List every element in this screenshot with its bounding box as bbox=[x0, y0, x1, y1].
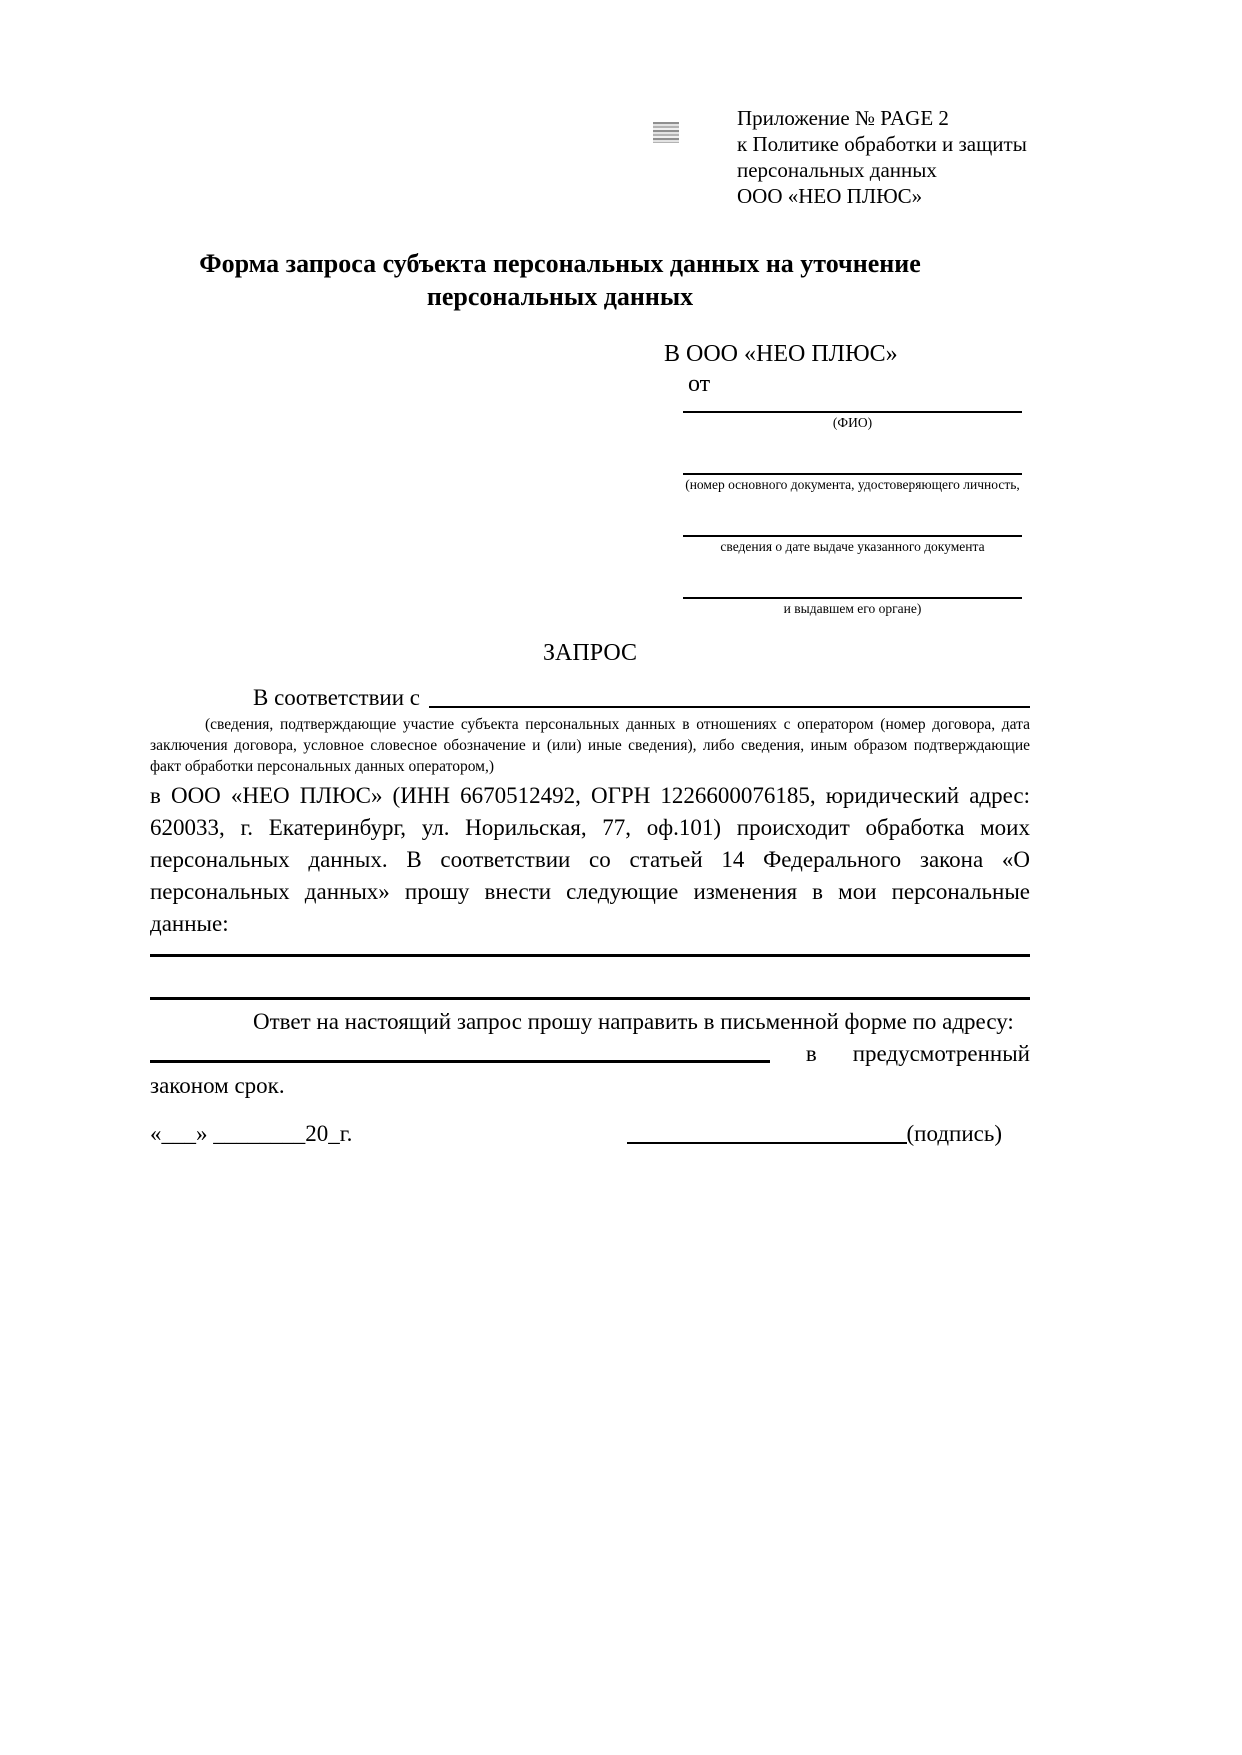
changes-field-line-2[interactable] bbox=[150, 997, 1030, 1000]
basis-prefix: В соответствии с bbox=[253, 685, 421, 710]
document-number-caption: (номер основного документа, удостоверяющего личность, bbox=[685, 477, 1020, 492]
issue-date-caption: сведения о дате выдаче указанного документа bbox=[720, 539, 985, 554]
reply-tail: законом срок. bbox=[150, 1073, 285, 1098]
signature-caption: (подпись) bbox=[906, 1121, 1002, 1146]
reply-word-2: предусмотренный bbox=[852, 1041, 1030, 1066]
request-heading: ЗАПРОС bbox=[543, 640, 637, 666]
appendix-number-line: Приложение № PAGE 2 bbox=[737, 106, 949, 130]
policy-reference-line-2: персональных данных bbox=[737, 158, 937, 182]
fio-field-line[interactable] bbox=[683, 399, 1022, 413]
document-title-line-2: персональных данных bbox=[426, 282, 694, 311]
appendix-header-block bbox=[737, 105, 1027, 209]
from-label: от bbox=[688, 371, 711, 397]
document-number-field bbox=[683, 433, 1022, 495]
issuing-authority-field-line[interactable] bbox=[683, 557, 1022, 599]
date-field[interactable]: «___» ________20_г. bbox=[150, 1121, 353, 1146]
issue-date-field bbox=[683, 495, 1022, 557]
basis-field-line[interactable] bbox=[429, 682, 1030, 708]
issue-date-field-line[interactable] bbox=[683, 495, 1022, 537]
date-signature-row bbox=[150, 1118, 1030, 1150]
page-header bbox=[150, 105, 1030, 209]
policy-reference-line-1: к Политике обработки и защиты bbox=[737, 132, 1027, 156]
signature-field-line[interactable] bbox=[627, 1142, 907, 1144]
reply-sentence: Ответ на настоящий запрос прошу направить в письменной форме по адресу: bbox=[253, 1009, 1014, 1034]
signature-area bbox=[627, 1118, 1030, 1150]
document-title-line-1: Форма запроса субъекта персональных данных на уточнение bbox=[199, 249, 921, 278]
fio-caption: (ФИО) bbox=[832, 415, 873, 430]
address-field-line[interactable] bbox=[150, 1060, 770, 1063]
addressee-block bbox=[664, 339, 1030, 619]
issuing-authority-caption: и выдавшем его органе) bbox=[783, 601, 922, 616]
request-body-paragraph: в ООО «НЕО ПЛЮС» (ИНН 6670512492, ОГРН 1226600076185, юридический адрес: 620033, г. Екатеринбург, ул. Норильская, 77, оф.101) происходит обработка моих персональных данных. В соответствии со статьей 14 Федерального закона «О персональных данных» прошу внести следующие изменения в мои персональные данные: bbox=[150, 783, 1030, 936]
basis-line bbox=[150, 682, 1030, 714]
reply-address-line bbox=[150, 1038, 1030, 1070]
changes-field-line-1[interactable] bbox=[150, 954, 1030, 957]
document-number-field-line[interactable] bbox=[683, 433, 1022, 475]
embedded-object-icon bbox=[653, 122, 679, 143]
issuing-authority-field bbox=[683, 557, 1022, 619]
reply-word-1: в bbox=[805, 1041, 817, 1066]
document-title bbox=[150, 247, 970, 313]
addressee-company: В ООО «НЕО ПЛЮС» bbox=[664, 341, 898, 367]
company-name: ООО «НЕО ПЛЮС» bbox=[737, 184, 923, 208]
fio-field bbox=[683, 399, 1022, 433]
basis-fine-print: (сведения, подтверждающие участие субъекта персональных данных в отношениях с оператором (номер договора, дата заключения договора, условное словесное обозначение и (или) иные сведения), либо сведения, иным образом подтверждающие факт обработки персональных данных оператором,) bbox=[150, 716, 1030, 775]
